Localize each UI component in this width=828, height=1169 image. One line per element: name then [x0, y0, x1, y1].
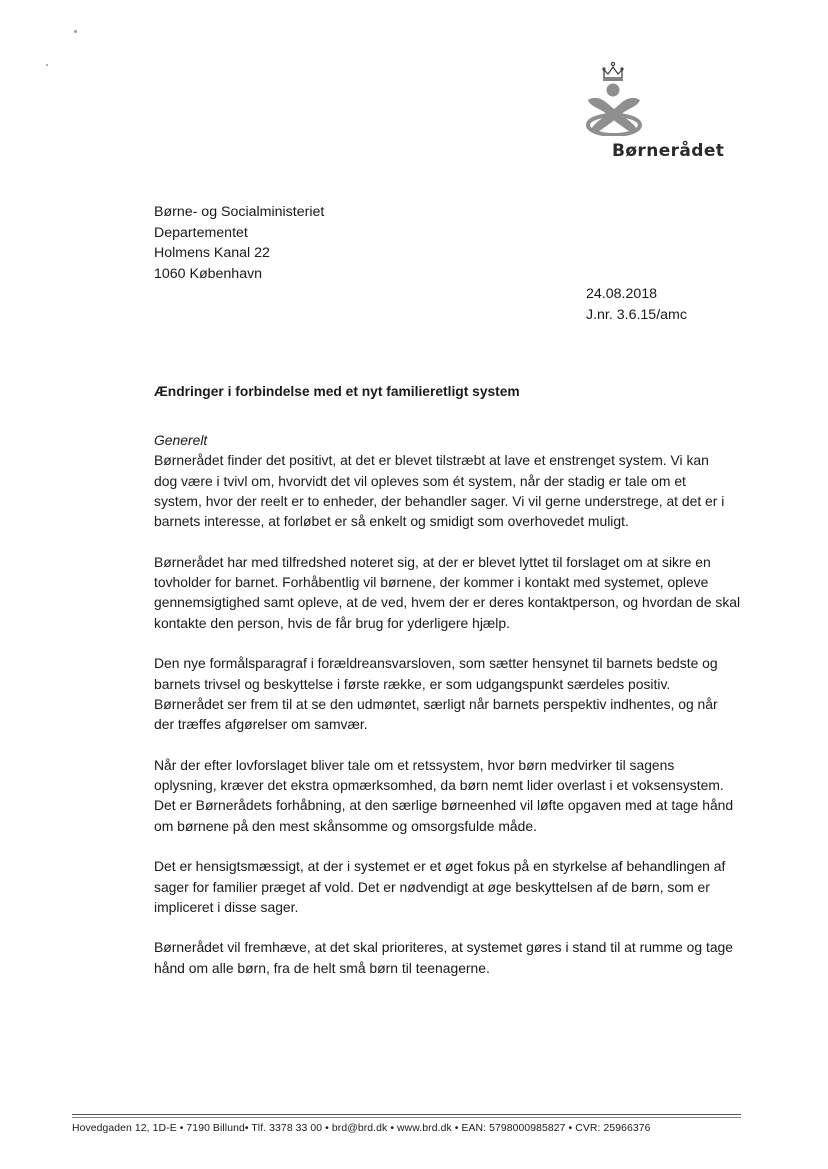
paragraph-line: barnets trivsel og beskyttelse i første række, er som udgangspunkt særdeles positiv.	[154, 675, 671, 692]
organization-name: Børnerådet	[612, 141, 725, 161]
paragraph-line: impliceret i disse sager.	[154, 898, 299, 915]
paragraph-line: Børnerådet har med tilfredshed noteret sig, at der er blevet lyttet til forslaget om at sikre en	[154, 553, 711, 570]
letter-date: 24.08.2018	[586, 286, 658, 302]
body-paragraph	[154, 653, 744, 734]
body-paragraph	[154, 755, 744, 836]
paragraph-line: der træffes afgørelser om samvær.	[154, 716, 368, 733]
paragraph-line: kontakte den person, hvis de får brug for yderligere hjælp.	[154, 614, 510, 631]
section-heading: Generelt	[154, 432, 208, 448]
recipient-line: 1060 København	[154, 265, 263, 282]
body-paragraph	[154, 856, 744, 917]
paragraph-line: oplysning, kræver det ekstra opmærksomhed, da børn nemt lider overlast i et voksensystem.	[154, 777, 724, 794]
footer-contact-info: Hovedgaden 12, 1D-E • 7190 Billund• Tlf. 3378 33 00 • brd@brd.dk • www.brd.dk • EAN: 5798000985827 • CVR: 25966376	[72, 1123, 651, 1134]
body-paragraph	[154, 937, 744, 978]
paragraph-line: tovholder for barnet. Forhåbentlig vil børnene, der kommer i kontakt med systemet, opleve	[154, 574, 709, 591]
scan-speck	[74, 30, 77, 33]
paragraph-line: Det er Børnerådets forhåbning, at den særlige børneenhed vil løfte opgaven med at tage hånd	[154, 797, 734, 814]
paragraph-line: gennemsigtighed samt opleve, at de ved, hvem der er deres kontaktperson, og hvordan de skal	[154, 594, 741, 611]
paragraph-line: Børnerådet ser frem til at se den udmøntet, særligt når barnets perspektiv indhentes, og når	[154, 695, 718, 712]
recipient-line: Børne- og Socialministeriet	[154, 204, 325, 220]
footer-divider	[72, 1117, 741, 1118]
scan-speck	[46, 64, 48, 66]
date-block	[586, 284, 687, 325]
paragraph-line: Når der efter lovforslaget bliver tale om et retssystem, hvor børn medvirker til sagens	[154, 756, 675, 773]
recipient-address	[154, 202, 324, 284]
paragraph-line: system, hvor der reelt er to enheder, der behandler sager. Vi vil gerne understrege, at det er i	[154, 492, 725, 509]
borneradet-logo-icon	[580, 60, 650, 136]
paragraph-line: dog være i tvivl om, hvorvidt det vil opleves som ét system, når der stadig er tale om et	[154, 472, 686, 489]
recipient-line: Departementet	[154, 224, 248, 241]
paragraph-line: Børnerådet vil fremhæve, at det skal prioriteres, at systemet gøres i stand til at rumme og tage	[154, 939, 734, 956]
paragraph-line: barnets interesse, at forløbet er så enkelt og smidigt som overhovedet muligt.	[154, 513, 629, 530]
paragraph-line: om børnene på den mest skånsomme og omsorgsfulde måde.	[154, 817, 537, 834]
letter-body	[154, 430, 744, 998]
paragraph-line: hånd om alle børn, fra de helt små børn til teenagerne.	[154, 959, 490, 976]
journal-number: J.nr. 3.6.15/amc	[586, 306, 687, 323]
paragraph-line: Den nye formålsparagraf i forældreansvarsloven, som sætter hensynet til barnets bedste og	[154, 655, 718, 672]
paragraph-line: Børnerådet finder det positivt, at det er blevet tilstræbt at lave et enstrenget system. Vi kan	[154, 452, 709, 469]
paragraph-line: Det er hensigtsmæssigt, at der i systemet er et øget fokus på en styrkelse af behandlingen af	[154, 858, 726, 875]
body-paragraph	[154, 450, 744, 531]
paragraph-line: sager for familier præget af vold. Det er nødvendigt at øge beskyttelsen af de børn, som er	[154, 878, 710, 895]
body-paragraph	[154, 552, 744, 633]
recipient-line: Holmens Kanal 22	[154, 245, 270, 261]
footer-divider	[72, 1114, 741, 1115]
letter-subject: Ændringer i forbindelse med et nyt familieretligt system	[154, 384, 520, 399]
